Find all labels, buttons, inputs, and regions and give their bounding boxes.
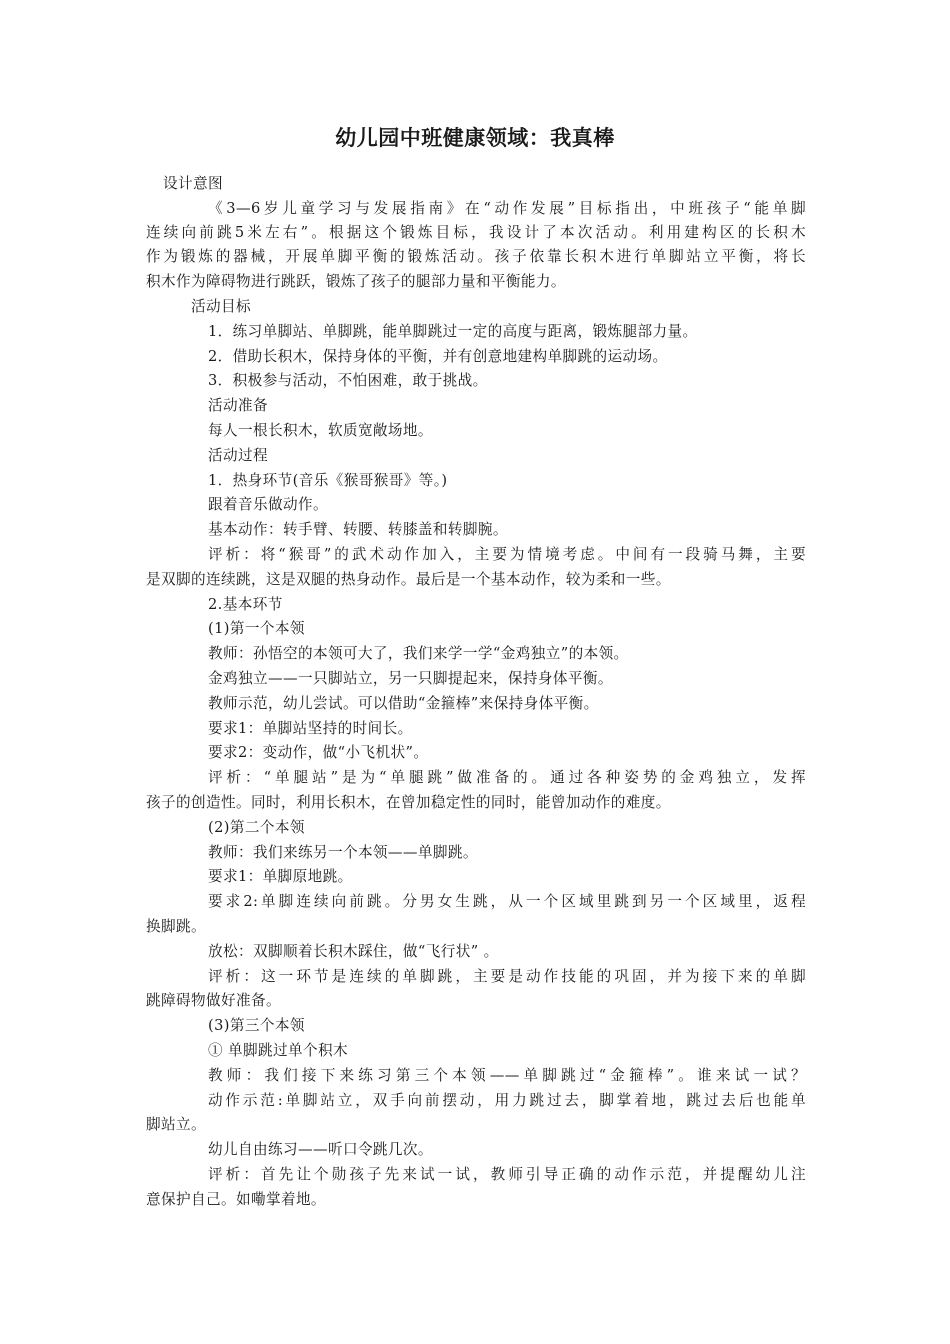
paragraph-line: 连续向前跳5米左右”。根据这个锻炼目标，我设计了本次活动。利用建构区的长积木 (146, 224, 806, 241)
paragraph-line: 教师：孙悟空的本领可大了，我们来学一学“金鸡独立”的本领。 (208, 645, 629, 662)
paragraph-line: 教师：我们接下来练习第三个本领——单脚跳过“金箍棒”。谁来试一试？ (208, 1067, 806, 1084)
goal-item: 3．积极参与活动，不怕困难，敢于挑战。 (208, 372, 488, 389)
subsection-heading: (1)第一个本领 (208, 620, 305, 637)
paragraph-line: 意保护自己。如嘞掌着地。 (146, 1191, 326, 1208)
paragraph-line: 孩子的创造性。同时，利用长积木，在曾加稳定性的同时，能曾加动作的难度。 (146, 794, 671, 811)
section-heading-design-intent: 设计意图 (163, 175, 223, 192)
paragraph-line: 要求1：单脚原地跳。 (208, 868, 353, 885)
paragraph-line: 评析：首先让个勋孩子先来试一试，教师引导正确的动作示范，并提醒幼儿注 (208, 1166, 806, 1183)
paragraph-line: 跳障碍物做好准备。 (146, 992, 281, 1009)
page-title: 幼儿园中班健康领域：我真棒 (335, 126, 615, 150)
step-heading: 1．热身环节(音乐《猴哥猴哥》等。) (208, 472, 448, 489)
paragraph-line: 要求2:单脚连续向前跳。分男女生跳，从一个区域里跳到另一个区域里，返程 (208, 893, 806, 910)
paragraph-line: 作为锻炼的器械，开展单脚平衡的锻炼活动。孩子依靠长积木进行单脚站立平衡，将长 (146, 248, 806, 265)
paragraph-line: 换脚跳。 (146, 918, 206, 935)
paragraph-line: 脚站立。 (146, 1116, 206, 1133)
paragraph-line: 评析：将“猴哥”的武术动作加入，主要为情境考虑。中间有一段骑马舞，主要 (208, 546, 806, 563)
section-heading-process: 活动过程 (208, 447, 268, 464)
paragraph-line: 评析：“单腿站”是为“单腿跳”做准备的。通过各种姿势的金鸡独立，发挥 (208, 769, 806, 786)
paragraph-line: 是双脚的连续跳，这是双腿的热身动作。最后是一个基本动作，较为柔和一些。 (146, 571, 671, 588)
paragraph-line: 金鸡独立——一只脚站立，另一只脚提起来，保持身体平衡。 (208, 670, 613, 687)
goal-item: 2．借助长积木，保持身体的平衡，并有创意地建构单脚跳的运动场。 (208, 348, 668, 365)
paragraph-line: 放松：双脚顺着长积木踩住，做“飞行状” 。 (208, 943, 499, 960)
section-heading-goals: 活动目标 (191, 298, 251, 315)
paragraph-line: 评析：这一环节是连续的单脚跳，主要是动作技能的巩固，并为接下来的单脚 (208, 968, 806, 985)
paragraph-line: 教师示范，幼儿尝试。可以借助“金箍棒”来保持身体平衡。 (208, 695, 599, 712)
paragraph-line: 要求1：单脚站坚持的时间长。 (208, 720, 413, 737)
subsection-heading: (2)第二个本领 (208, 819, 305, 836)
paragraph-line: 每人一根长积木，软质宽敞场地。 (208, 422, 433, 439)
paragraph-line: 幼儿自由练习——听口令跳几次。 (208, 1141, 433, 1158)
paragraph-line: 积木作为障碍物进行跳跃，锻炼了孩子的腿部力量和平衡能力。 (146, 273, 566, 290)
section-heading-preparation: 活动准备 (208, 397, 268, 414)
paragraph-line: 动作示范:单脚站立，双手向前摆动，用力跳过去，脚掌着地，跳过去后也能单 (208, 1092, 806, 1109)
paragraph-line: ① 单脚跳过单个积木 (208, 1042, 348, 1059)
goal-item: 1．练习单脚站、单脚跳，能单脚跳过一定的高度与距离，锻炼腿部力量。 (208, 323, 698, 340)
paragraph-line: 基本动作：转手臂、转腰、转膝盖和转脚腕。 (208, 521, 508, 538)
subsection-heading: (3)第三个本领 (208, 1017, 305, 1034)
paragraph-line: 《3—6岁儿童学习与发展指南》在“动作发展”目标指出，中班孩子“能单脚 (208, 200, 806, 217)
paragraph-line: 要求2：变动作，做“小飞机状”。 (208, 744, 429, 761)
paragraph-line: 教师：我们来练另一个本领——单脚跳。 (208, 844, 478, 861)
step-heading: 2.基本环节 (208, 596, 283, 613)
paragraph-line: 跟着音乐做动作。 (208, 496, 328, 513)
